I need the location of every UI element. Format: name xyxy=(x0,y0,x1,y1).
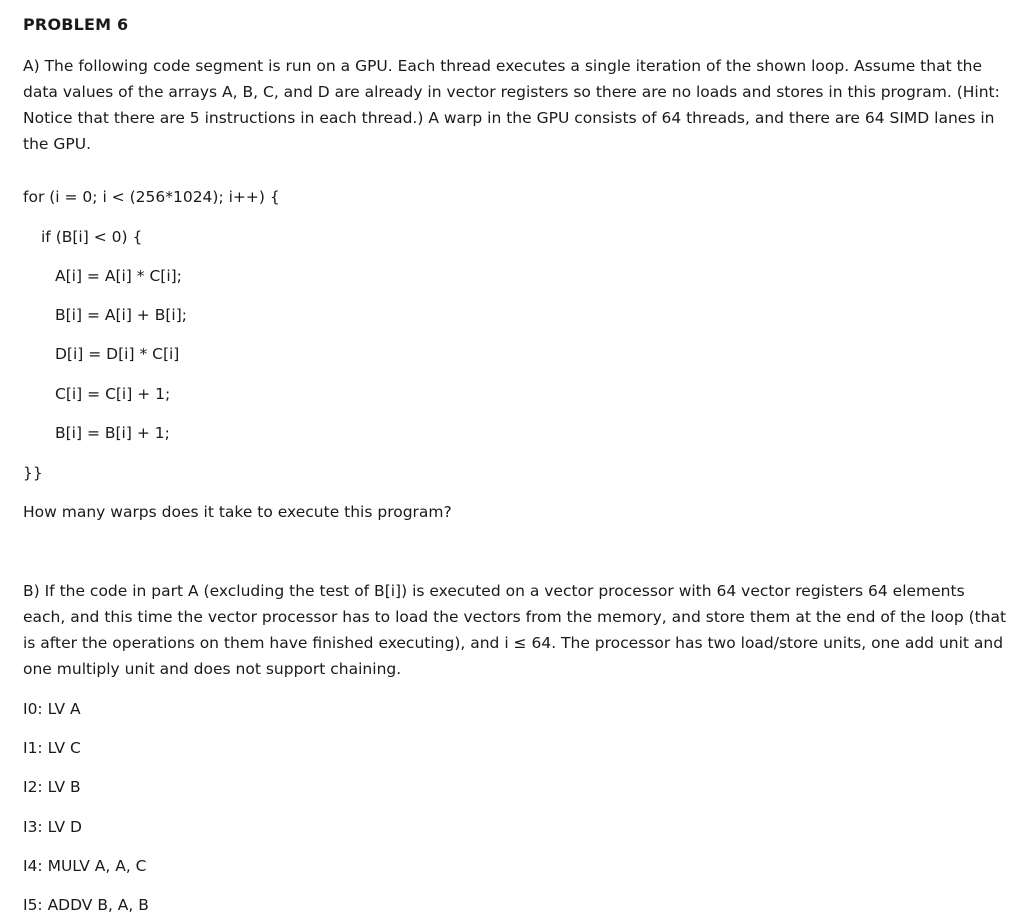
code-line-c: C[i] = C[i] + 1; xyxy=(55,385,171,403)
instruction-i5: I5: ADDV B, A, B xyxy=(23,896,149,914)
code-line-if: if (B[i] < 0) { xyxy=(41,228,143,246)
code-line-b: B[i] = A[i] + B[i]; xyxy=(55,306,187,324)
code-line-a: A[i] = A[i] * C[i]; xyxy=(55,267,182,285)
instruction-i2: I2: LV B xyxy=(23,778,81,796)
problem-title: PROBLEM 6 xyxy=(23,15,129,34)
instruction-i0: I0: LV A xyxy=(23,700,81,718)
code-line-b2: B[i] = B[i] + 1; xyxy=(55,424,170,442)
code-line-d: D[i] = D[i] * C[i] xyxy=(55,345,180,363)
instruction-i4: I4: MULV A, A, C xyxy=(23,857,147,875)
instruction-i3: I3: LV D xyxy=(23,818,82,836)
code-line-close: }} xyxy=(23,464,43,482)
part-b-text: B) If the code in part A (excluding the test of B[i]) is executed on a vector processor with 64 vector registers 64 elements each, and this time the vector processor has to load the vectors from the memory, and store them at the end of the loop (that is after the operations on them have finished executing), and i ≤ 64. The processor has two load/store units, one add unit and one multiply unit and does not support chaining. xyxy=(23,582,1007,678)
code-line-for: for (i = 0; i < (256*1024); i++) { xyxy=(23,188,280,206)
part-a-question: How many warps does it take to execute this program? xyxy=(23,503,452,521)
instruction-i1: I1: LV C xyxy=(23,739,81,757)
part-a-text: A) The following code segment is run on a GPU. Each thread executes a single iteration of the shown loop. Assume that the data values of the arrays A, B, C, and D are already in vector registers so there are no loads and stores in this program. (Hint: Notice that there are 5 instructions in each thread.) A warp in the GPU consists of 64 threads, and there are 64 SIMD lanes in the GPU. xyxy=(23,57,1000,153)
